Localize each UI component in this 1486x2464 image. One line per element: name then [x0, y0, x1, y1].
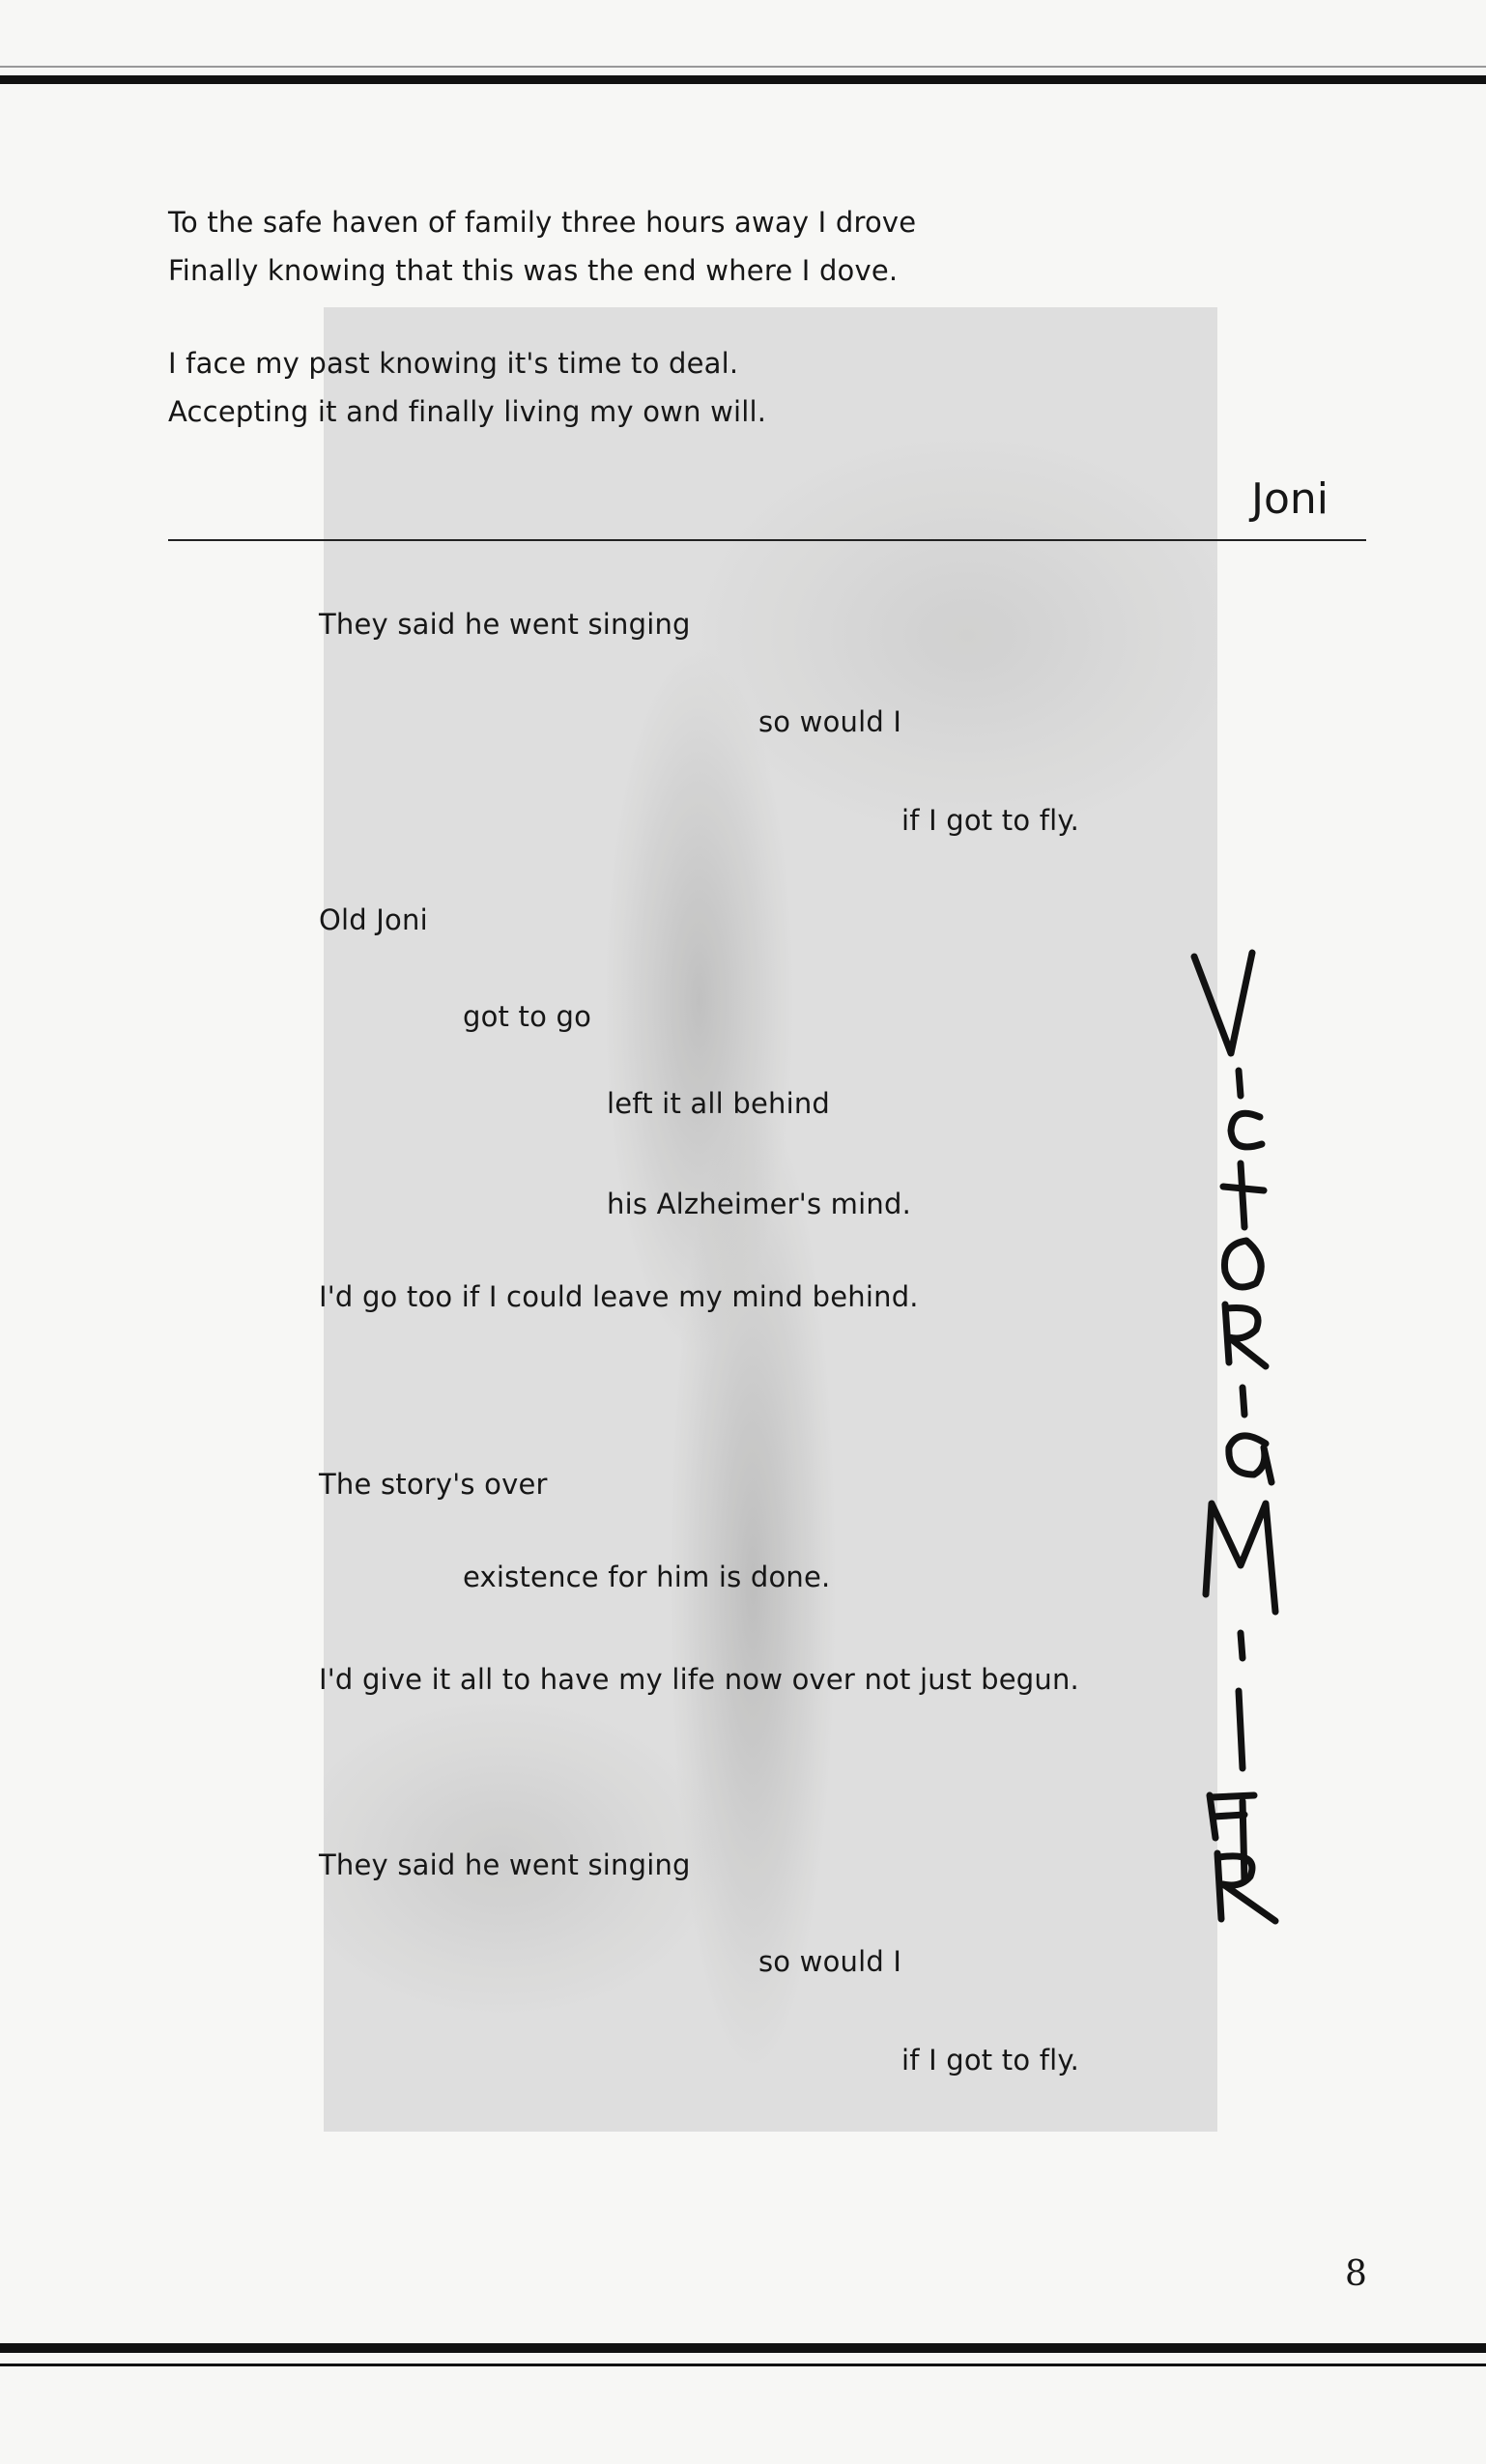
poem-two-line: I'd give it all to have my life now over not just begun. [319, 1663, 1079, 1696]
poem-two-line: his Alzheimer's mind. [607, 1188, 911, 1220]
poem-two-line: I'd go too if I could leave my mind behind. [319, 1280, 919, 1313]
bottom-thin-rule [0, 2364, 1486, 2366]
poem-one-line: I face my past knowing it's time to deal. [168, 347, 739, 380]
top-rule [0, 75, 1486, 84]
poem-two-line: so would I [758, 1945, 902, 1978]
poem-two-line: if I got to fly. [901, 804, 1080, 837]
poem-two-line: existence for him is done. [463, 1561, 831, 1593]
poem-one-line: To the safe haven of family three hours away I drove [168, 206, 917, 239]
section-divider [168, 539, 1366, 541]
poem-two-line: got to go [463, 1000, 592, 1033]
author-name: Joni [1251, 474, 1329, 524]
poem-two-line: They said he went singing [319, 1848, 691, 1881]
poem-two-line: Old Joni [319, 903, 428, 936]
handwritten-signature [1186, 945, 1312, 1933]
bottom-rule [0, 2343, 1486, 2353]
poem-two-line: left it all behind [607, 1087, 831, 1120]
poem-two-line: so would I [758, 705, 902, 738]
poem-two-line: The story's over [319, 1468, 548, 1501]
poem-one-line: Accepting it and finally living my own will. [168, 395, 767, 428]
top-thin-rule [0, 66, 1486, 68]
poem-one-line: Finally knowing that this was the end where I dove. [168, 254, 899, 287]
poem-two-line: if I got to fly. [901, 2044, 1080, 2077]
poem-two-line: They said he went singing [319, 608, 691, 641]
page-number: 8 [1345, 2254, 1367, 2294]
